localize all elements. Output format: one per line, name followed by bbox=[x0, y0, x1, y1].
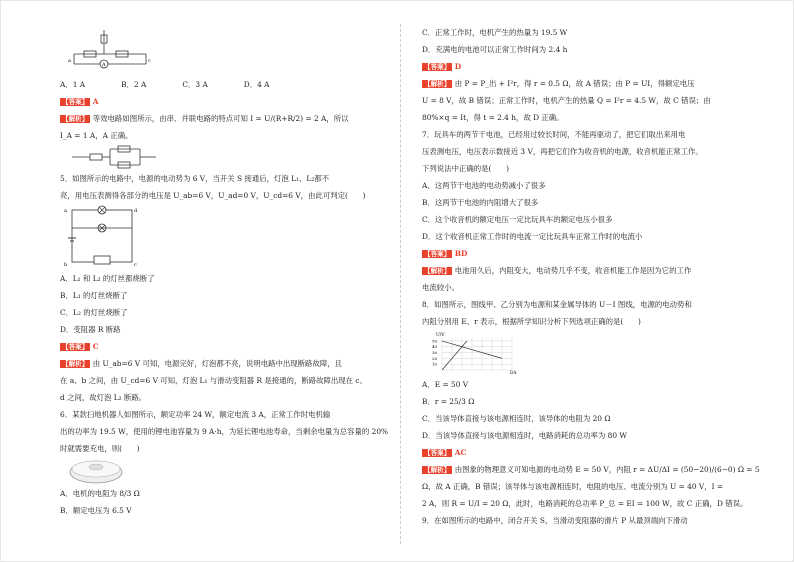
q4-answer bbox=[60, 93, 415, 110]
q7-option-c: C．这个收音机的额定电压一定比玩具车的额定电压小很多 bbox=[422, 215, 613, 224]
q7-option-a: A．这两节干电池的电动势减小了很多 bbox=[422, 181, 546, 190]
chart-y-ticks bbox=[432, 338, 438, 366]
y-tick-label: 50 bbox=[432, 338, 438, 344]
left-column bbox=[60, 0, 415, 519]
q8-option-d: D．当该导体直接与该电源相连时，电路消耗的总功率为 80 W bbox=[422, 431, 628, 440]
analysis-tag: 【解析】 bbox=[62, 115, 89, 123]
q7-answer bbox=[422, 245, 777, 262]
option-c: C．3 A bbox=[182, 80, 208, 89]
q7-stem-1: 7．玩具车的两节干电池，已经用过较长时间，不能再驱动了，把它们取出来用电 bbox=[422, 130, 686, 139]
analysis-tag: 【解析】 bbox=[62, 360, 89, 368]
analysis-text: 由图象的物理意义可知电源的电动势 E = 50 V，内阻 r = ΔU/ΔI = (50−20)/(6−0) Ω = 5 bbox=[454, 465, 760, 474]
q5-answer bbox=[60, 338, 415, 355]
analysis-text: 由 U_ab=6 V 可知，电源完好，灯泡都不亮，说明电路中出现断路故障，且 bbox=[92, 359, 343, 368]
y-tick-label: 10 bbox=[432, 361, 438, 367]
chart-grid bbox=[442, 338, 512, 370]
q6-stem-2: 出的功率为 19.5 W，使用的锂电池容量为 9 A·h，为延长锂电池寿命，当剩余电量为总容量的 20% bbox=[60, 427, 389, 436]
q5-analysis-line bbox=[60, 355, 415, 372]
q8-analysis-line bbox=[422, 461, 777, 478]
q5-circuit-figure bbox=[64, 204, 144, 270]
q6-analysis-line bbox=[422, 75, 777, 92]
q5-analysis-line-2: 在 a、b 之间，由 U_cd=6 V 可知，灯泡 L₁ 与滑动变阻器 R 是接通的，断路故障出现在 c、 bbox=[60, 376, 367, 385]
q8-option-c: C．当该导体直接与该电源相连时，该导体的电阻为 20 Ω bbox=[422, 414, 611, 423]
robot-vacuum-image bbox=[66, 457, 126, 485]
q8-option-b: B．r = 25/3 Ω bbox=[422, 397, 475, 406]
q4-analysis-line bbox=[60, 110, 415, 127]
answer-value: D bbox=[454, 62, 462, 71]
answer-value: C bbox=[92, 342, 99, 351]
y-tick-label: 40 bbox=[432, 344, 438, 350]
answer-tag: 【答案】 bbox=[424, 250, 451, 258]
analysis-tag: 【解析】 bbox=[424, 466, 451, 474]
y-tick-label: 30 bbox=[432, 350, 438, 356]
svg-text:d: d bbox=[134, 208, 138, 214]
q5-analysis-line-3: d 之间，故灯泡 L₂ 断路。 bbox=[60, 393, 147, 402]
analysis-text: 电池用久后，内阻变大，电动势几乎不变，收音机能工作是因为它的工作 bbox=[454, 266, 692, 275]
q6-stem-1: 6．某款扫地机器人如图所示，额定功率 24 W，额定电流 3 A，正常工作时电机输 bbox=[60, 410, 331, 419]
q8-answer bbox=[422, 444, 777, 461]
q7-stem-3: 下列说法中正确的是( ) bbox=[422, 164, 510, 173]
q9-stem-1: 9．在如图所示的电路中，闭合开关 S，当滑动变阻器的滑片 P 从最顶端向下滑动 bbox=[422, 516, 688, 525]
right-column bbox=[422, 24, 777, 529]
q5-option-d: D．变阻器 R 断路 bbox=[60, 325, 121, 334]
analysis-tag: 【解析】 bbox=[424, 80, 451, 88]
option-a: A．1 A bbox=[60, 80, 86, 89]
q7-analysis-line bbox=[422, 262, 777, 279]
analysis-tag: 【解析】 bbox=[424, 267, 451, 275]
svg-text:A: A bbox=[102, 62, 106, 68]
q5-option-c: C．L₂ 的灯丝烧断了 bbox=[60, 308, 128, 317]
q8-analysis-line-2: Ω，故 A 正确，B 错误；该导体与该电源相连时，电阻的电压、电流分别为 U = 40 V，I = bbox=[422, 482, 724, 491]
q5-stem-1: 5．如图所示的电路中，电源的电动势为 6 V，当开关 S 接通后，灯泡 L₁、L₂都不 bbox=[60, 174, 330, 183]
q7-analysis-line-2: 电流较小。 bbox=[422, 283, 459, 292]
q4-circuit-figure bbox=[66, 26, 156, 74]
answer-tag: 【答案】 bbox=[424, 449, 451, 457]
q5-option-a: A．L₁ 和 L₂ 的灯丝都烧断了 bbox=[60, 274, 155, 283]
svg-text:c: c bbox=[134, 262, 137, 268]
series-line bbox=[442, 341, 467, 370]
q4-analysis-line-2: I_A = 1 A，A 正确。 bbox=[60, 131, 133, 140]
answer-tag: 【答案】 bbox=[62, 343, 89, 351]
q6-analysis-line-2: U = 8 V，故 B 错误；正常工作时，电机产生的热量 Q = I²r = 4.5 W，故 C 错误；由 bbox=[422, 96, 711, 105]
option-d: D．4 A bbox=[243, 80, 270, 89]
y-tick-label: 20 bbox=[432, 355, 438, 361]
q6-option-a: A．电机的电阻为 8/3 Ω bbox=[60, 489, 140, 498]
svg-text:c: c bbox=[148, 58, 151, 64]
q4-options bbox=[60, 76, 415, 93]
q5-option-b: B．L₁ 的灯丝烧断了 bbox=[60, 291, 128, 300]
q8-stem-2: 内阻分别用 E、r 表示，根据所学知识分析下列选项正确的是( ) bbox=[422, 317, 641, 326]
q7-option-d: D．这个收音机正常工作时的电流一定比玩具车正常工作时的电流小 bbox=[422, 232, 643, 241]
equivalent-circuit-figure bbox=[70, 144, 160, 170]
svg-text:b: b bbox=[64, 262, 68, 268]
chart-axis-i-label: I/A bbox=[510, 371, 517, 376]
q6-option-d: D．充满电的电池可以正常工作时间为 2.4 h bbox=[422, 45, 568, 54]
option-b: B．2 A bbox=[121, 80, 147, 89]
answer-value: A bbox=[92, 97, 99, 106]
q7-stem-2: 压表测电压，电压表示数接近 3 V，再把它们作为收音机的电源，收音机能正常工作。 bbox=[422, 147, 703, 156]
svg-text:a: a bbox=[68, 58, 71, 64]
q6-stem-3: 时就需要充电，则( ) bbox=[60, 444, 140, 453]
q8-analysis-line-3: 2 A，则 R = U/I = 20 Ω，此时，电路消耗的总功率 P_总 = EI = 100 W，故 C 正确，D 错误。 bbox=[422, 499, 748, 508]
q6-option-c: C．正常工作时，电机产生的热量为 19.5 W bbox=[422, 28, 568, 37]
q8-option-a: A．E = 50 V bbox=[422, 380, 469, 389]
q5-stem-2: 亮，用电压表测得各部分的电压是 U_ab=6 V，U_ad=0 V，U_cd=6 V，由此可判定( ) bbox=[60, 191, 366, 200]
q7-option-b: B．这两节干电池的内阻增大了很多 bbox=[422, 198, 539, 207]
answer-value: BD bbox=[454, 249, 468, 258]
q6-answer bbox=[422, 58, 777, 75]
q6-analysis-line-3: 80%×q = It，得 t = 2.4 h，故 D 正确。 bbox=[422, 113, 564, 122]
answer-tag: 【答案】 bbox=[424, 63, 451, 71]
q8-stem-1: 8．如图所示，图线甲、乙分别为电源和某金属导体的 U－I 图线，电源的电动势和 bbox=[422, 300, 692, 309]
chart-axis-u-label: U/V bbox=[436, 333, 445, 338]
answer-tag: 【答案】 bbox=[62, 98, 89, 106]
svg-text:a: a bbox=[64, 208, 67, 214]
analysis-text: 等效电路如图所示，由串、并联电路的特点可知 I = U/(R+R/2) = 2 A，所以 bbox=[92, 114, 349, 123]
analysis-text: 由 P = P_出 + I²r，得 r = 0.5 Ω，故 A 错误；由 P = UI，得额定电压 bbox=[454, 79, 695, 88]
ui-graph-chart bbox=[424, 330, 524, 376]
answer-value: AC bbox=[454, 448, 467, 457]
q6-option-b: B．额定电压为 6.5 V bbox=[60, 506, 132, 515]
